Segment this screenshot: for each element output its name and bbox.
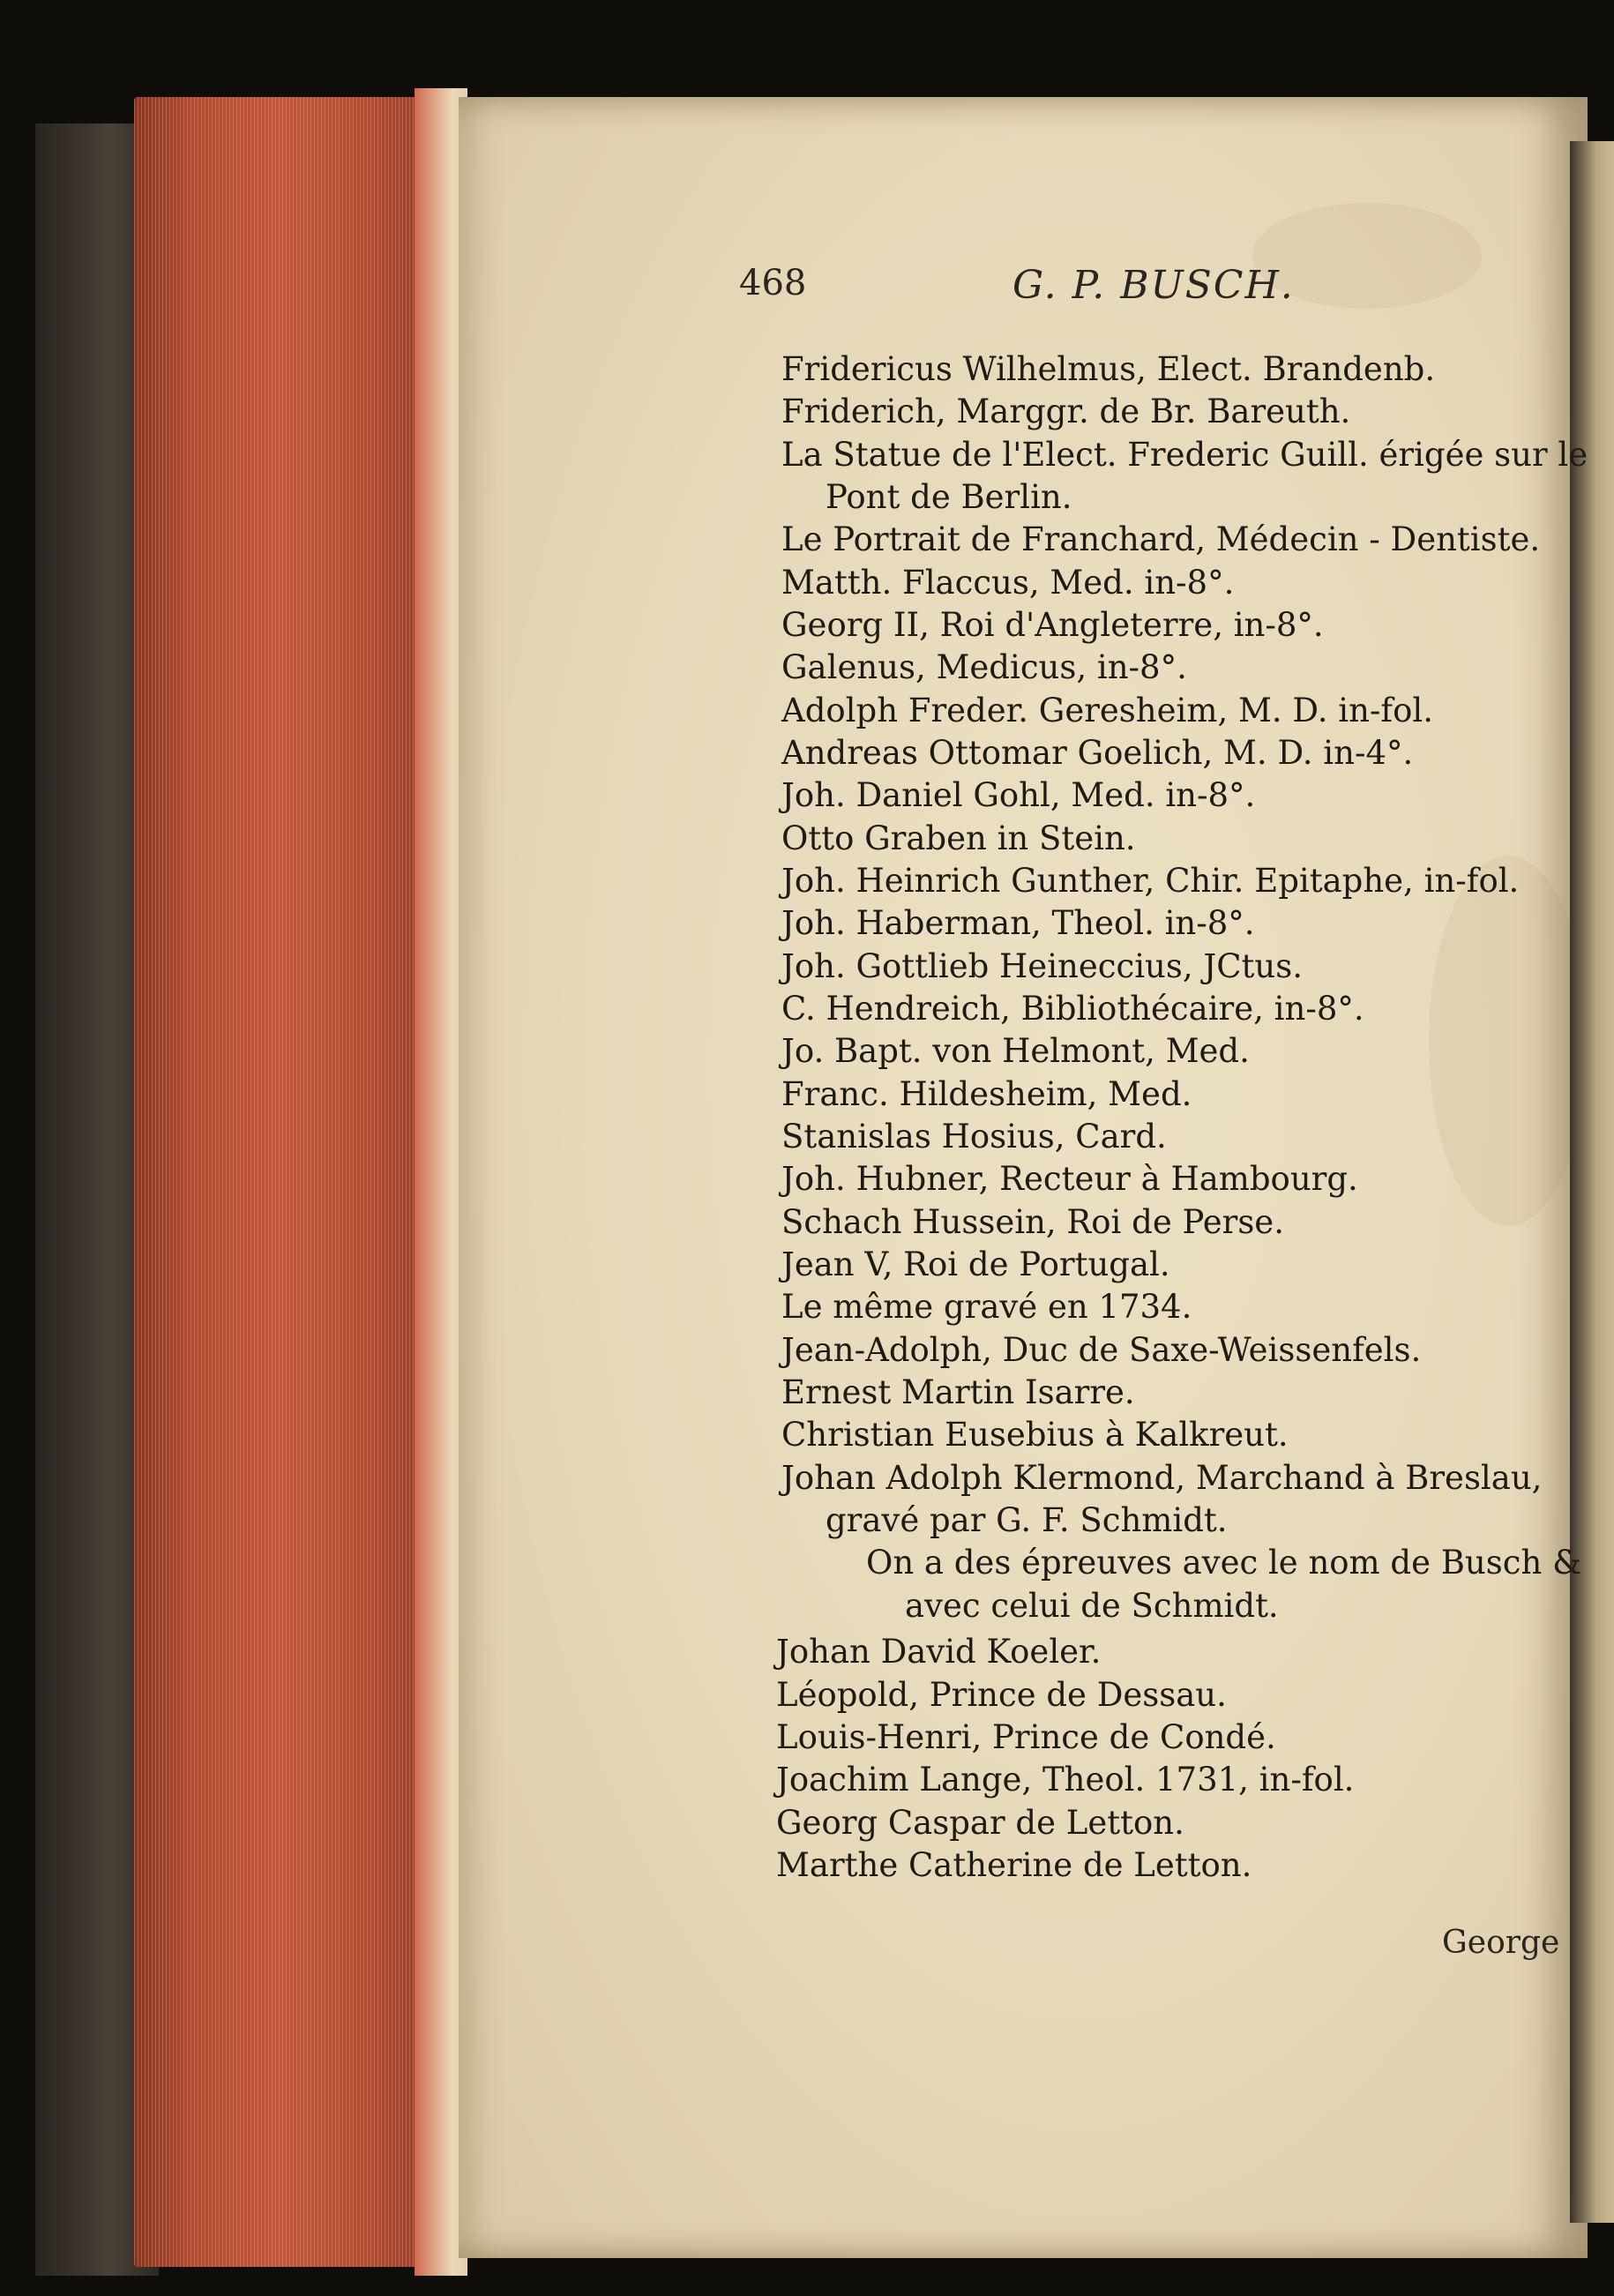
list-item: Joh. Daniel Gohl, Med. in-8°. — [781, 776, 1256, 814]
list-item: Jean-Adolph, Duc de Saxe-Weissenfels. — [781, 1331, 1422, 1369]
list-item: Georg II, Roi d'Angleterre, in-8°. — [781, 606, 1324, 644]
list-item: Stanislas Hosius, Card. — [781, 1118, 1167, 1155]
list-item: Friderich, Marggr. de Br. Bareuth. — [781, 393, 1351, 430]
list-item: Joachim Lange, Theol. 1731, in-fol. — [776, 1761, 1355, 1799]
list-item: C. Hendreich, Bibliothécaire, in-8°. — [781, 990, 1364, 1028]
list-item: Le Portrait de Franchard, Médecin - Dentiste. — [781, 520, 1541, 558]
running-title: G. P. BUSCH. — [1012, 263, 1295, 308]
list-item: Léopold, Prince de Dessau. — [776, 1676, 1227, 1714]
list-item: Adolph Freder. Geresheim, M. D. in-fol. — [781, 692, 1433, 729]
list-item: Galenus, Medicus, in-8°. — [781, 648, 1187, 686]
running-head — [0, 263, 1614, 316]
list-item: Ernest Martin Isarre. — [781, 1373, 1135, 1411]
list-item: Joh. Heinrich Gunther, Chir. Epitaphe, in-fol. — [781, 862, 1520, 900]
list-item: Jo. Bapt. von Helmont, Med. — [781, 1032, 1250, 1070]
note-line: avec celui de Schmidt. — [905, 1587, 1279, 1625]
list-item: Pont de Berlin. — [826, 478, 1072, 516]
list-item: Matth. Flaccus, Med. in-8°. — [781, 564, 1235, 602]
list-item: Le même gravé en 1734. — [781, 1288, 1192, 1326]
list-item: Louis-Henri, Prince de Condé. — [776, 1718, 1276, 1756]
list-item: Andreas Ottomar Goelich, M. D. in-4°. — [781, 734, 1414, 772]
list-item: Joh. Hubner, Recteur à Hambourg. — [781, 1160, 1358, 1198]
list-item: Fridericus Wilhelmus, Elect. Brandenb. — [781, 350, 1436, 388]
list-item: Georg Caspar de Letton. — [776, 1804, 1184, 1842]
note-line: On a des épreuves avec le nom de Busch & — [866, 1544, 1582, 1582]
list-item: Jean V, Roi de Portugal. — [781, 1245, 1170, 1283]
list-item: Marthe Catherine de Letton. — [776, 1846, 1252, 1884]
list-item: Johan Adolph Klermond, Marchand à Breslau, — [781, 1459, 1543, 1497]
list-item: Franc. Hildesheim, Med. — [781, 1075, 1192, 1113]
list-item: Joh. Gottlieb Heineccius, JCtus. — [781, 947, 1303, 985]
list-item: gravé par G. F. Schmidt. — [826, 1501, 1228, 1539]
list-item: Otto Graben in Stein. — [781, 819, 1136, 857]
list-item: Schach Hussein, Roi de Perse. — [781, 1203, 1284, 1241]
catchword: George — [1442, 1925, 1560, 1961]
list-item: La Statue de l'Elect. Frederic Guill. érigée sur le — [781, 436, 1588, 474]
list-item: Johan David Koeler. — [776, 1633, 1102, 1671]
list-item: Christian Eusebius à Kalkreut. — [781, 1416, 1289, 1454]
page-number: 468 — [739, 263, 807, 303]
list-item: Joh. Haberman, Theol. in-8°. — [781, 904, 1255, 942]
